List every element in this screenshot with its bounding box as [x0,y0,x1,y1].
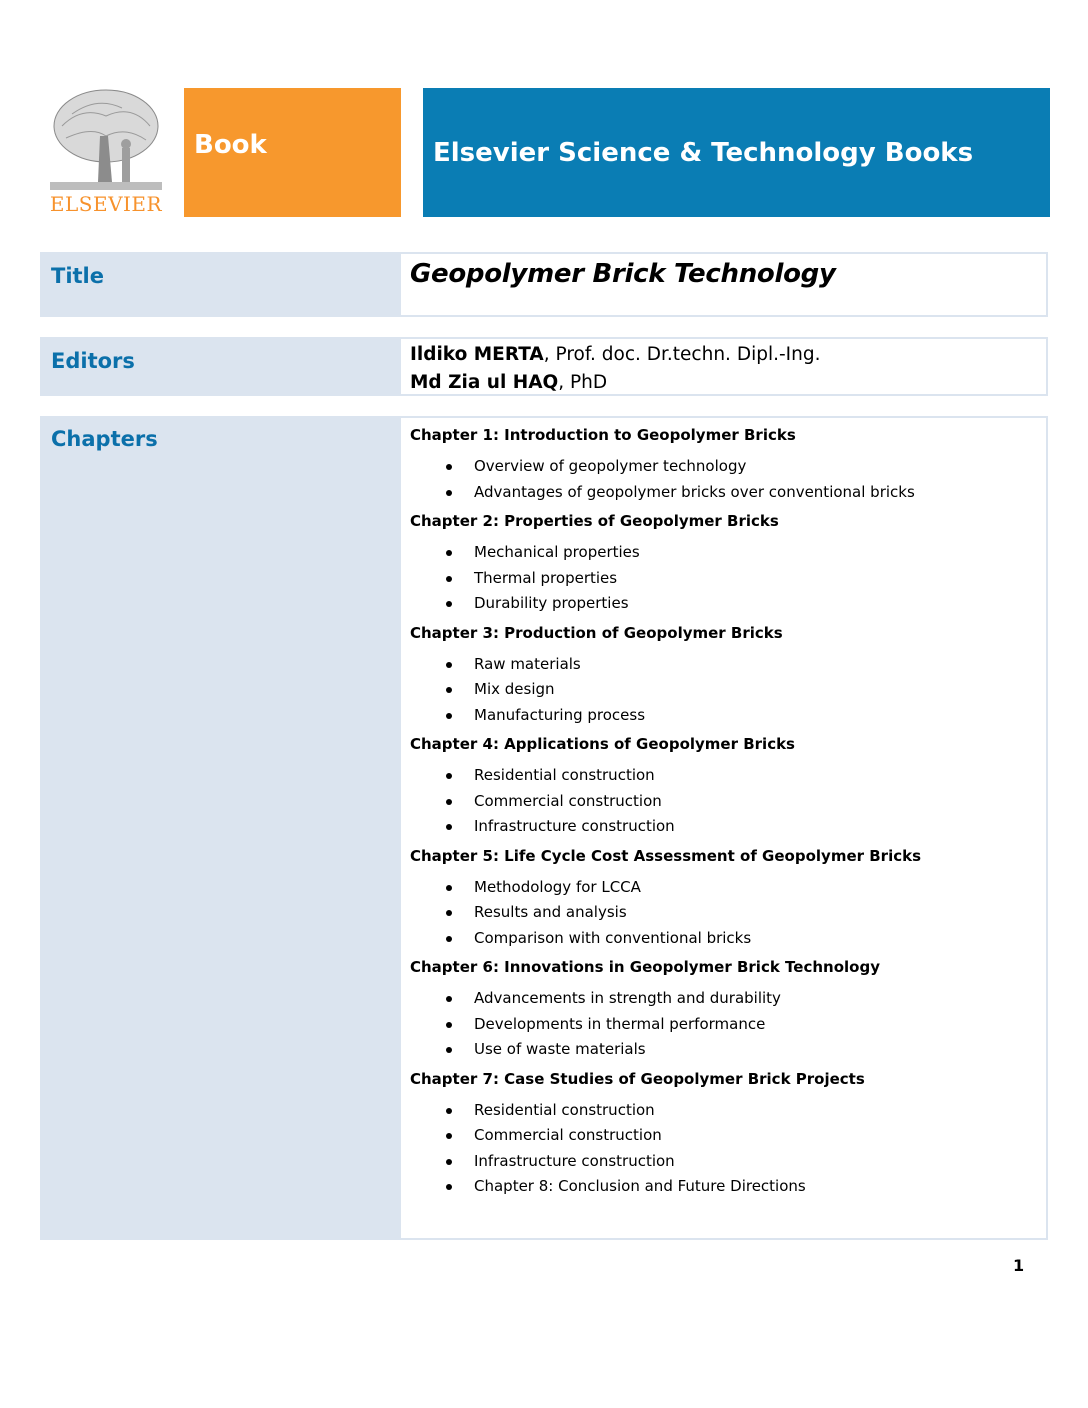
page-number: 1 [1013,1256,1025,1275]
editor-line [410,369,1040,397]
editors-value-cell [410,341,1040,397]
elsevier-wordmark: ELSEVIER [49,192,163,216]
editor-credentials: , PhD [558,372,608,393]
series-label: Elsevier Science & Technology Books [433,138,974,168]
elsevier-logo [42,86,170,218]
chapter-topic: Thermal properties [410,566,1040,592]
chapter-title: Chapter 3: Production of Geopolymer Bricks [410,623,783,642]
chapters-label: Chapters [51,427,158,451]
chapter-block [410,621,1040,733]
chapter-block [410,509,1040,621]
chapters-row [40,416,1048,1240]
elsevier-tree-icon [42,86,170,190]
chapter-topic: Results and analysis [410,900,1040,926]
chapter-topic: Advantages of geopolymer bricks over conventional bricks [410,480,1040,506]
title-row [40,252,1048,317]
chapter-block [410,732,1040,844]
series-banner [423,88,1050,217]
editor-credentials: , Prof. doc. Dr.techn. Dipl.-Ing. [543,344,821,365]
chapter-block [410,423,1040,509]
chapter-topic: Mix design [410,677,1040,703]
chapter-title: Chapter 1: Introduction to Geopolymer Bricks [410,426,796,444]
publication-type-banner [184,88,401,217]
editor-name: Md Zia ul HAQ [410,372,559,393]
title-label: Title [51,264,105,288]
publication-type-label: Book [194,130,267,160]
chapter-topic: Methodology for LCCA [410,875,1040,901]
book-title: Geopolymer Brick Technology [410,259,836,289]
chapter-block [410,955,1040,1067]
title-label-cell [42,254,401,315]
chapter-topic: Use of waste materials [410,1037,1040,1063]
chapter-topic: Comparison with conventional bricks [410,926,1040,952]
chapter-topic: Residential construction [410,1098,1040,1124]
chapter-topic: Manufacturing process [410,703,1040,729]
chapter-topic: Durability properties [410,591,1040,617]
chapter-title: Chapter 2: Properties of Geopolymer Bricks [410,512,779,530]
editors-row [40,337,1048,396]
editor-name: Ildiko MERTA [410,344,544,365]
chapter-topic: Mechanical properties [410,540,1040,566]
title-value-cell [410,259,1040,289]
chapter-topic: Raw materials [410,652,1040,678]
chapter-title: Chapter 4: Applications of Geopolymer Bricks [410,735,795,753]
chapter-topic: Residential construction [410,763,1040,789]
chapter-topic: Commercial construction [410,1123,1040,1149]
chapter-topic: Commercial construction [410,789,1040,815]
chapter-block [410,1067,1040,1204]
chapter-title: Chapter 7: Case Studies of Geopolymer Brick Projects [410,1069,865,1088]
editors-label-cell [42,339,401,394]
chapter-block [410,844,1040,956]
chapter-title: Chapter 6: Innovations in Geopolymer Brick Technology [410,958,880,976]
editor-line [410,341,1040,369]
chapter-topic: Developments in thermal performance [410,1012,1040,1038]
chapter-topic: Infrastructure construction [410,1149,1040,1175]
chapter-topic: Chapter 8: Conclusion and Future Directions [410,1174,1040,1200]
chapters-list [410,423,1040,1204]
chapter-topic: Overview of geopolymer technology [410,454,1040,480]
editors-label: Editors [51,349,135,373]
chapter-topic: Infrastructure construction [410,814,1040,840]
chapter-topic: Advancements in strength and durability [410,986,1040,1012]
chapter-title: Chapter 5: Life Cycle Cost Assessment of Geopolymer Bricks [410,846,922,865]
chapters-label-cell [42,418,401,1238]
